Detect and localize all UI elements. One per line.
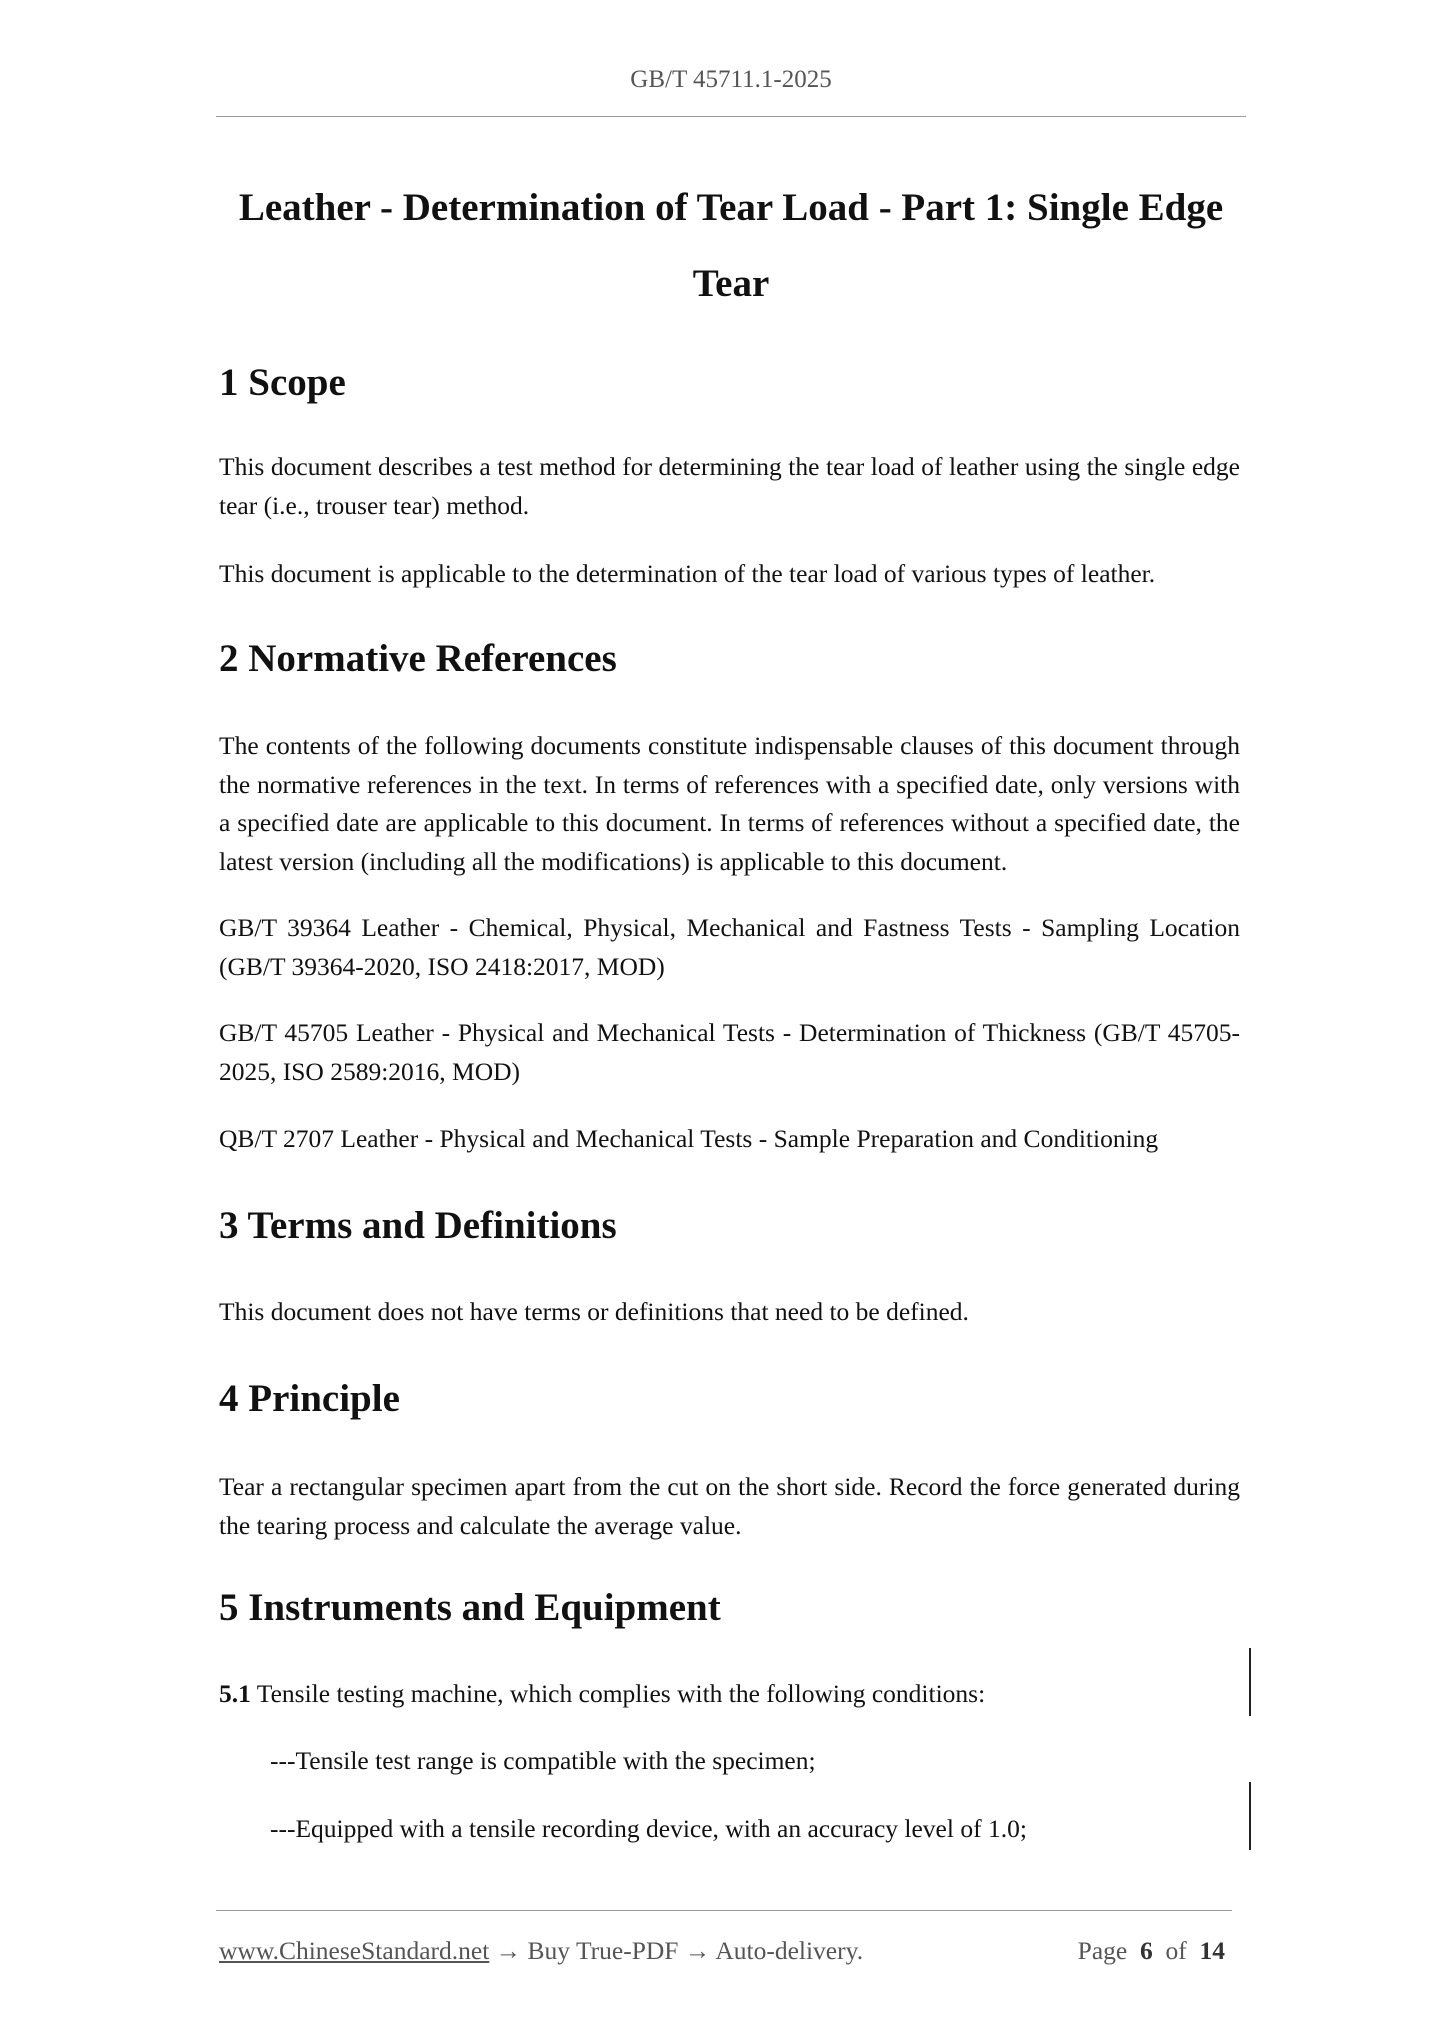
reference-qbt-2707: QB/T 2707 Leather - Physical and Mechanical Tests - Sample Preparation and Conditioning [219,1124,1159,1153]
document-title [218,170,1244,322]
principle-paragraph: Tear a rectangular specimen apart from the cut on the short side. Record the force generated during the tearing process and calculate the average value. [219,1472,1240,1540]
page-word: Page [1077,1936,1128,1965]
title-line-1: Leather - Determination of Tear Load - Part 1: Single Edge [238,186,1224,229]
page-current: 6 [1140,1936,1153,1965]
revision-change-bar [1249,1782,1251,1850]
scope-paragraph-2: This document is applicable to the determination of the tear load of various types of leather. [219,559,1156,588]
section-heading-normative-references: 2 Normative References [219,637,617,680]
clause-number: 5.1 [219,1679,251,1708]
section-heading-scope: 1 Scope [219,361,346,404]
dash-item-1: ---Tensile test range is compatible with the specimen; [270,1746,816,1775]
normative-paragraph: The contents of the following documents constitute indispensable clauses of this document through the normative references in the text. In terms of references with a specified date, only versions with a specified date are applicable to this document. In terms of references without a specified date, the latest version (including all the modifications) is applicable to this document. [219,731,1240,876]
footer-divider [216,1910,1232,1911]
footer-site-link[interactable]: www.ChineseStandard.net [219,1936,490,1965]
arrow-right-icon: → [684,1936,711,1965]
reference-gbt-45705: GB/T 45705 Leather - Physical and Mechanical Tests - Determination of Thickness (GB/T 45705-2025, ISO 2589:2016, MOD) [219,1018,1240,1086]
revision-change-bar [1249,1648,1251,1716]
page-indicator [1078,1936,1225,1966]
footer-delivery-text: Auto-delivery. [715,1936,864,1965]
reference-gbt-39364: GB/T 39364 Leather - Chemical, Physical, Mechanical and Fastness Tests - Sampling Location (GB/T 39364-2020, ISO 2418:2017, MOD) [219,913,1240,981]
of-word: of [1165,1936,1187,1965]
footer-promo [219,1936,863,1966]
clause-5-1 [219,1675,1240,1714]
header-standard-id: GB/T 45711.1-2025 [630,66,832,93]
page-total: 14 [1199,1936,1225,1965]
title-line-2: Tear [692,262,770,305]
section-heading-terms: 3 Terms and Definitions [219,1204,617,1247]
footer-buy-text: Buy True-PDF [527,1936,679,1965]
dash-item-2: ---Equipped with a tensile recording device, with an accuracy level of 1.0; [270,1814,1027,1843]
section-heading-instruments: 5 Instruments and Equipment [219,1586,721,1629]
header-divider [216,116,1246,117]
section-heading-principle: 4 Principle [219,1377,400,1420]
terms-paragraph: This document does not have terms or definitions that need to be defined. [219,1297,969,1326]
clause-text: Tensile testing machine, which complies with the following conditions: [250,1679,986,1708]
arrow-right-icon: → [495,1936,522,1965]
scope-paragraph-1: This document describes a test method for determining the tear load of leather using the single edge tear (i.e., trouser tear) method. [219,452,1240,520]
